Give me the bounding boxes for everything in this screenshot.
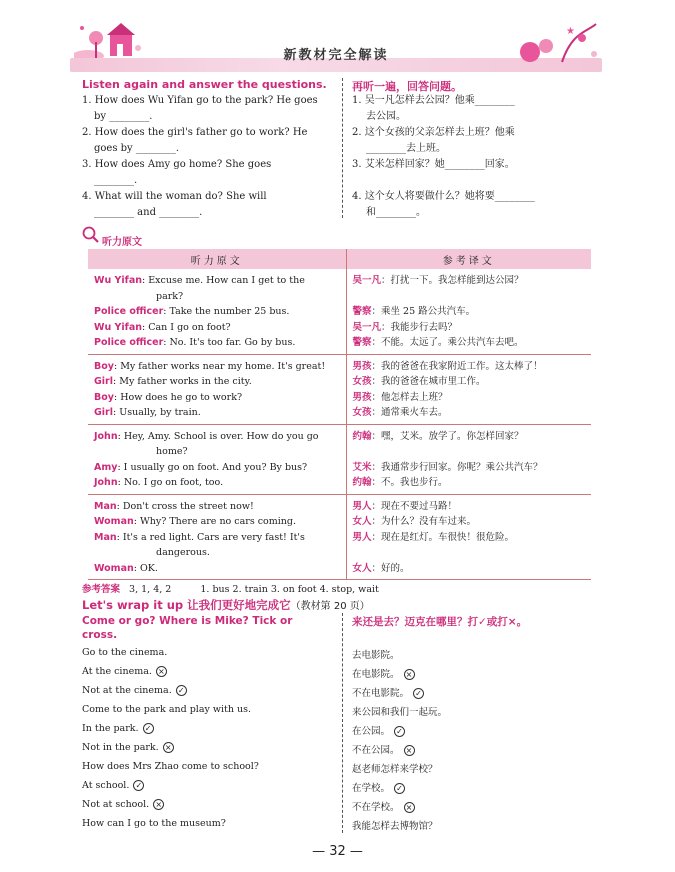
dialogue-line-zh [353,390,588,406]
wrap-row-zh [352,647,400,661]
speaker-name-zh: 艾米 [352,461,372,473]
header-title: 新教材完全解读 [283,48,389,63]
cross-mark-icon: × [163,742,174,753]
wrap-row-zh [352,685,424,699]
wrap-row-zh-text: 不在电影院。 [352,688,410,699]
tick-mark-icon: ✓ [176,685,187,696]
col-header-zh: 参考译文 [346,249,591,269]
dialogue-line-zh [353,460,588,476]
dialogue-text: : How does he go to work? [113,391,243,403]
transcript-row [88,269,591,354]
transcript-zh-cell [346,354,591,424]
transcript-heading [82,230,142,249]
dialogue-line-zh [353,374,588,390]
wrap-row-zh [352,818,438,832]
speaker-name: Police officer [94,337,164,348]
dialogue-text: : OK. [133,562,158,574]
dialogue-line-zh [353,359,588,375]
listen-title-zh: 再听一遍，回答问题。 [352,80,462,93]
dialogue-line-en [94,460,342,476]
dialogue-text: : Hey, Amy. School is over. How do you go [117,430,319,442]
dialogue-text: : My father works in the city. [113,376,252,387]
wrap-row-en [82,704,251,715]
speaker-name: Boy [94,360,114,372]
wrap-row-zh-text: 赵老师怎样来学校？ [352,764,438,775]
dialogue-text-zh: ：我的爸爸在城市里工作。 [371,376,486,387]
wrap-row-en-text: At school. [82,780,130,791]
transcript-zh-cell [346,424,591,494]
dialogue-line-en [94,499,342,515]
question-zh-1: 1. 吴一凡怎样去公园？他乘________ 去公园。 [352,95,515,122]
question-zh-4: 4. 这个女人将要做什么？她将要________ 和________。 [352,191,535,218]
wrap-row-en [82,723,154,734]
speaker-name: Wu Yifan [94,321,142,333]
tick-mark-icon: ✓ [394,783,405,794]
tick-mark-icon: ✓ [143,723,154,734]
tick-mark-icon: ✓ [394,726,405,737]
transcript-en-cell [88,269,346,354]
dialogue-line-en [94,530,342,546]
answer-key [82,581,379,595]
wrap-row-zh-text: 在电影院。 [352,669,400,680]
wrap-row-en [82,647,167,658]
dialogue-text-zh: ：我通常步行回家。你呢？乘公共汽车？ [371,461,543,473]
dialogue-line-zh [353,514,588,530]
dialogue-line-zh [353,545,588,561]
dialogue-line-zh [353,304,588,320]
dialogue-line-en [94,475,342,491]
wrap-row-en-text: Not at the cinema. [82,685,172,696]
wrap-title-zh: 让我们更好地完成它 [187,598,291,612]
dialogue-line-en [94,359,342,375]
dialogue-text-zh: ：现在不要过马路！ [371,500,458,512]
wrap-row-zh-text: 在学校。 [352,783,391,794]
dialogue-line-zh [353,320,588,336]
speaker-name: Woman [94,516,134,527]
dialogue-line-en [94,320,342,336]
wrap-row-en-text: Not at school. [82,799,150,810]
transcript-en-cell [88,424,346,494]
dialogue-line-en [94,273,342,289]
speaker-name: Boy [94,391,114,403]
wrap-row-en-text: Come to the park and play with us. [82,704,252,715]
question-zh-2: 2. 这个女孩的父亲怎样去上班？他乘 ________去上班。 [352,127,515,154]
question-zh-3: 3. 艾米怎样回家？她________回家。 [352,159,515,170]
wrap-row-zh [352,780,405,794]
transcript-title: 听力原文 [102,237,142,248]
cross-mark-icon: × [404,745,415,756]
transcript-en-cell [88,354,346,424]
wrap-row-zh [352,723,405,737]
transcript-body [88,269,591,580]
speaker-name-zh: 警察 [352,306,372,317]
dialogue-line-zh [353,335,588,351]
speaker-name-zh: 警察 [352,337,372,348]
wrap-row-en [82,780,144,791]
wrap-row-en [82,685,187,696]
speaker-name: John [94,477,118,488]
dialogue-text: : No. I go on foot, too. [117,477,224,488]
wrap-page-ref: （教材第 20 页） [290,601,370,612]
dialogue-line-en [94,374,342,390]
speaker-name-zh: 吴一凡 [352,275,382,286]
dialogue-text-zh: ：我能步行去吗？ [381,321,458,333]
wrap-task-zh: 来还是去？迈克在哪里？打✓或打×。 [352,616,528,628]
wrap-row-zh [352,666,415,680]
wrap-row-en-text: How can I go to the museum? [82,818,226,829]
speaker-name: John [94,430,118,442]
dialogue-text: : My father works near my home. It's great! [113,360,326,372]
transcript-en-cell [88,494,346,580]
flower-decoration-icon [512,22,602,66]
speaker-name-zh: 女人 [352,516,372,527]
dialogue-text: : Take the number 25 bus. [163,306,290,317]
transcript-row [88,424,591,494]
dialogue-line-zh [353,405,588,421]
speaker-name: Amy [94,461,118,473]
speaker-name-zh: 女孩 [352,407,372,418]
wrap-row-zh [352,799,415,813]
answer-part-2: 1. bus 2. train 3. on foot 4. stop, wait [200,584,379,595]
dialogue-text-zh: ：现在是红灯。车很快！很危险。 [371,531,515,543]
dialogue-text: : Why? There are no cars coming. [133,516,297,527]
wrap-row-zh-text: 我能怎样去博物馆？ [352,821,438,832]
dialogue-line-en [94,429,342,445]
transcript-row [88,354,591,424]
speaker-name-zh: 男孩 [352,360,372,372]
wrap-row-zh [352,761,438,775]
listen-title-en: Listen again and answer the questions. [82,78,327,91]
wrap-row-zh-text: 不在学校。 [352,802,400,813]
dialogue-text: : It's a red light. Cars are very fast! It's [116,531,305,543]
wrap-row-en [82,742,174,753]
wrap-row-en [82,799,164,810]
dialogue-text: home? [156,446,188,457]
wrap-column-divider [342,613,343,833]
transcript-row [88,494,591,580]
speaker-name-zh: 吴一凡 [352,321,382,333]
dialogue-text-zh: ：好的。 [371,562,410,574]
magnifier-icon [82,226,100,244]
speaker-name-zh: 女人 [352,562,372,574]
transcript-zh-cell [346,494,591,580]
dialogue-text: : Don't cross the street now! [116,500,254,512]
dialogue-text: dangerous. [156,547,210,558]
dialogue-line-zh [353,273,588,289]
dialogue-text-zh: ：不能。太远了。乘公共汽车去吧。 [371,337,524,348]
dialogue-line-zh [353,429,588,445]
tick-mark-icon: ✓ [133,780,144,791]
speaker-name-zh: 男孩 [352,391,372,403]
dialogue-line-zh [353,530,588,546]
wrap-row-en [82,818,226,829]
dialogue-text: : No. It's too far. Go by bus. [163,337,296,348]
dialogue-text-zh: ：我的爸爸在我家附近工作。这太棒了！ [371,360,543,372]
dialogue-text-zh: ：为什么？没有车过来。 [371,516,477,527]
dialogue-text: : Can I go on foot? [142,321,231,333]
dialogue-text-zh: ：嘿，艾米。放学了。你怎样回家？ [371,430,524,442]
wrap-row-en-text: Not in the park. [82,742,159,753]
dialogue-line-en [94,335,342,351]
col-header-en: 听力原文 [88,249,346,269]
speaker-name-zh: 约翰 [352,477,372,488]
dialogue-line-en [94,289,342,305]
dialogue-text-zh: ：通常乘火车去。 [371,407,448,418]
speaker-name: Police officer [94,306,164,317]
dialogue-line-zh [353,561,588,577]
wrap-row-en-text: Go to the cinema. [82,647,168,658]
question-en-4: 4. What will the woman do? She will ________ and ________. [82,191,267,218]
dialogue-text-zh: ：乘坐 25 路公共汽车。 [371,306,476,317]
question-en-3: 3. How does Amy go home? She goes ________. [82,159,272,186]
dialogue-text: : Excuse me. How can I get to the [142,275,305,286]
dialogue-text-zh: ：不。我也步行。 [371,477,448,488]
answer-part-1: 3, 1, 4, 2 [129,584,172,595]
dialogue-line-en [94,390,342,406]
speaker-name: Man [94,531,117,543]
svg-text:★: ★ [566,26,575,37]
wrap-row-en-text: At the cinema. [82,666,152,677]
speaker-name-zh: 女孩 [352,376,372,387]
dialogue-line-en [94,405,342,421]
transcript-table [88,249,591,580]
dialogue-line-zh [353,444,588,460]
cross-mark-icon: × [404,802,415,813]
wrap-row-zh-text: 在公园。 [352,726,391,737]
dialogue-line-zh [353,475,588,491]
wrap-row-en [82,666,167,677]
wrap-row-en-text: How does Mrs Zhao come to school? [82,761,259,772]
speaker-name: Man [94,500,117,512]
speaker-name: Wu Yifan [94,275,142,286]
cross-mark-icon: × [404,669,415,680]
wrap-row-en [82,761,259,772]
dialogue-line-zh [353,289,588,305]
wrap-title [82,597,370,613]
dialogue-line-en [94,561,342,577]
page-header [70,18,602,76]
dialogue-line-en [94,545,342,561]
speaker-name-zh: 男人 [352,531,372,543]
dialogue-text: park? [156,290,184,302]
dialogue-text-zh: ：他怎样去上班？ [371,391,448,403]
dialogue-line-en [94,514,342,530]
wrap-task-en: Come or go? Where is Mike? Tick or cross. [82,615,293,641]
dialogue-line-zh [353,499,588,515]
speaker-name: Girl [94,407,113,418]
wrap-row-en-text: In the park. [82,723,139,734]
wrap-row-zh [352,704,447,718]
dialogue-line-en [94,444,342,460]
question-en-1: 1. How does Wu Yifan go to the park? He goes by ________. [82,95,318,122]
dialogue-text: : Usually, by train. [113,407,201,418]
cross-mark-icon: × [156,666,167,677]
tick-mark-icon: ✓ [413,688,424,699]
cross-mark-icon: × [153,799,164,810]
dialogue-text-zh: ：打扰一下。我怎样能到达公园？ [381,275,524,286]
wrap-row-zh [352,742,415,756]
dialogue-text: : I usually go on foot. And you? By bus? [117,461,308,473]
speaker-name: Woman [94,562,134,574]
question-en-2: 2. How does the girl's father go to work? He goes by ________. [82,127,308,154]
dialogue-line-en [94,304,342,320]
page-number: — 32 — [312,844,363,859]
column-divider [342,78,343,218]
speaker-name-zh: 约翰 [352,430,372,442]
wrap-title-en: Let's wrap it up [82,598,184,612]
transcript-zh-cell [346,269,591,354]
speaker-name: Girl [94,376,113,387]
wrap-row-zh-text: 去电影院。 [352,650,400,661]
wrap-row-zh-text: 不在公园。 [352,745,400,756]
answer-label: 参考答案 [82,584,121,595]
wrap-row-zh-text: 来公园和我们一起玩。 [352,707,448,718]
speaker-name-zh: 男人 [352,500,372,512]
